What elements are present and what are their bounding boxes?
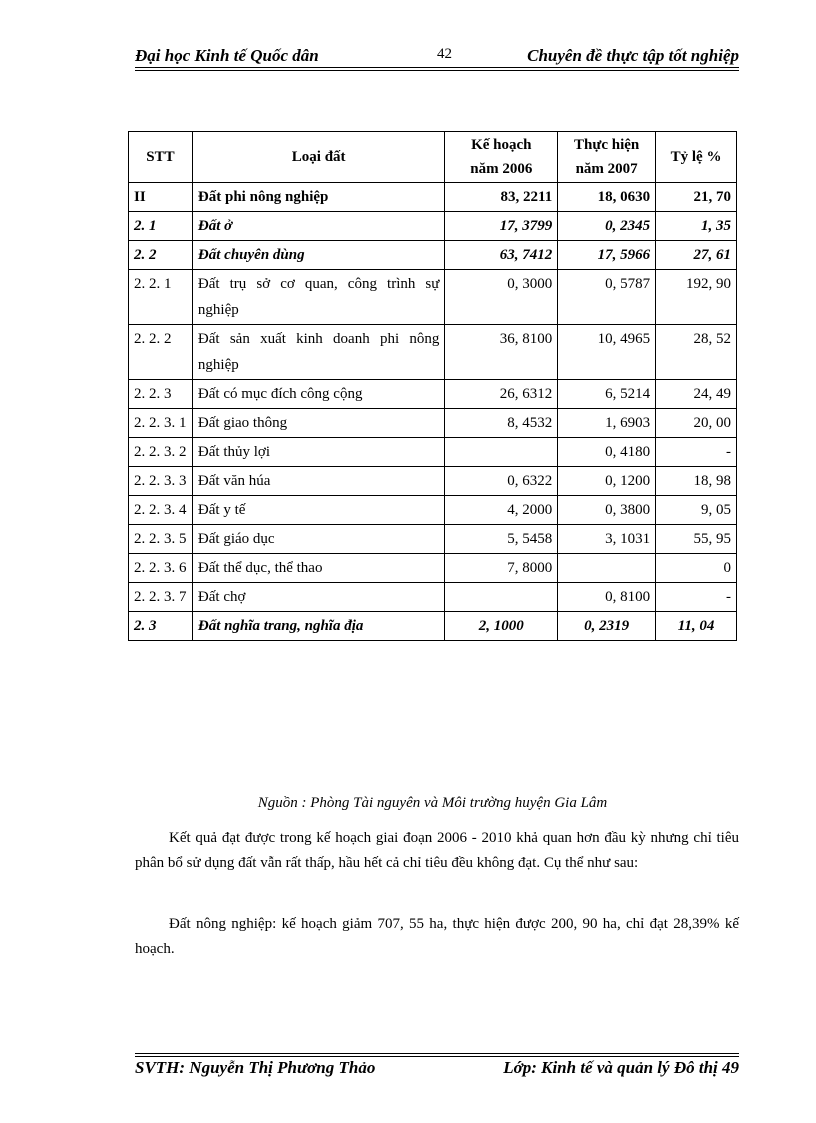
cell-name: Đất văn húa [192, 467, 444, 496]
header-stt: STT [129, 132, 193, 183]
cell-ratio: 18, 98 [656, 467, 737, 496]
header-land-type: Loại đất [192, 132, 444, 183]
cell-name: Đất chợ [192, 583, 444, 612]
cell-name: Đất có mục đích công cộng [192, 380, 444, 409]
cell-ratio: 1, 35 [656, 212, 737, 241]
cell-name: Đất thể dục, thể thao [192, 554, 444, 583]
cell-plan: 0, 6322 [445, 467, 558, 496]
header-plan [445, 132, 558, 183]
table-row [129, 270, 737, 325]
cell-name: Đất giao thông [192, 409, 444, 438]
cell-stt: 2. 2. 3. 2 [129, 438, 193, 467]
cell-plan: 8, 4532 [445, 409, 558, 438]
cell-plan: 4, 2000 [445, 496, 558, 525]
cell-actual: 0, 2345 [558, 212, 656, 241]
cell-plan: 83, 2211 [445, 183, 558, 212]
cell-stt: 2. 2. 3. 5 [129, 525, 193, 554]
cell-stt: 2. 1 [129, 212, 193, 241]
cell-ratio: 24, 49 [656, 380, 737, 409]
table-row [129, 409, 737, 438]
cell-ratio: 9, 05 [656, 496, 737, 525]
cell-name: Đất chuyên dùng [192, 241, 444, 270]
cell-ratio: - [656, 583, 737, 612]
cell-name: Đất giáo dục [192, 525, 444, 554]
table-header-row [129, 132, 737, 183]
cell-actual: 3, 1031 [558, 525, 656, 554]
cell-ratio: 28, 52 [656, 325, 737, 380]
cell-name: Đất phi nông nghiệp [192, 183, 444, 212]
cell-name: Đất ở [192, 212, 444, 241]
page-footer [135, 1058, 739, 1082]
cell-plan: 17, 3799 [445, 212, 558, 241]
header-ratio: Tỷ lệ % [656, 132, 737, 183]
cell-plan [445, 438, 558, 467]
table-row [129, 212, 737, 241]
table-row [129, 325, 737, 380]
cell-ratio: 21, 70 [656, 183, 737, 212]
header-plan-line1: Kế hoạch [471, 137, 532, 153]
header-actual [558, 132, 656, 183]
header-actual-line2: năm 2007 [575, 161, 638, 177]
page-number: 42 [437, 46, 452, 62]
table-row [129, 467, 737, 496]
cell-actual: 0, 4180 [558, 438, 656, 467]
cell-stt: 2. 2. 3 [129, 380, 193, 409]
cell-stt: 2. 2 [129, 241, 193, 270]
cell-plan: 0, 3000 [445, 270, 558, 325]
cell-name: Đất trụ sở cơ quan, công trình sự nghiệp [192, 270, 444, 325]
cell-ratio: 11, 04 [656, 612, 737, 641]
cell-plan: 2, 1000 [445, 612, 558, 641]
table-row [129, 496, 737, 525]
cell-actual: 17, 5966 [558, 241, 656, 270]
cell-stt: 2. 3 [129, 612, 193, 641]
table-row [129, 183, 737, 212]
header-rule-double [135, 70, 739, 71]
header-university: Đại học Kinh tế Quốc dân [135, 46, 319, 65]
table-row [129, 554, 737, 583]
body-paragraph: Kết quả đạt được trong kế hoạch giai đoạn 2006 - 2010 khả quan hơn đầu kỳ nhưng chỉ tiêu phân bổ sử dụng đất vẫn rất thấp, hầu hết cả chỉ tiêu đều không đạt. Cụ thể như sau: [135, 830, 739, 871]
cell-name: Đất nghĩa trang, nghĩa địa [192, 612, 444, 641]
header-actual-line1: Thực hiện [574, 137, 640, 153]
cell-plan: 63, 7412 [445, 241, 558, 270]
cell-actual: 10, 4965 [558, 325, 656, 380]
cell-actual: 0, 3800 [558, 496, 656, 525]
header-plan-line2: năm 2006 [470, 161, 533, 177]
cell-actual: 0, 1200 [558, 467, 656, 496]
footer-rule [135, 1056, 739, 1057]
cell-actual: 1, 6903 [558, 409, 656, 438]
cell-ratio: 27, 61 [656, 241, 737, 270]
cell-name: Đất thủy lợi [192, 438, 444, 467]
table-row [129, 583, 737, 612]
cell-stt: 2. 2. 3. 7 [129, 583, 193, 612]
cell-actual: 6, 5214 [558, 380, 656, 409]
cell-actual: 18, 0630 [558, 183, 656, 212]
table-row [129, 241, 737, 270]
cell-name: Đất sản xuất kinh doanh phi nông nghiệp [192, 325, 444, 380]
cell-ratio: 20, 00 [656, 409, 737, 438]
cell-plan [445, 583, 558, 612]
footer-student: SVTH: Nguyễn Thị Phương Thảo [135, 1058, 376, 1077]
footer-class: Lớp: Kinh tế và quản lý Đô thị 49 [503, 1058, 739, 1077]
cell-actual: 0, 5787 [558, 270, 656, 325]
cell-ratio: 0 [656, 554, 737, 583]
page-header [135, 44, 739, 68]
cell-stt: 2. 2. 3. 6 [129, 554, 193, 583]
cell-plan: 26, 6312 [445, 380, 558, 409]
footer-rule-double [135, 1053, 739, 1054]
cell-plan: 5, 5458 [445, 525, 558, 554]
cell-ratio: - [656, 438, 737, 467]
cell-stt: 2. 2. 3. 3 [129, 467, 193, 496]
table-row [129, 438, 737, 467]
cell-actual [558, 554, 656, 583]
cell-name: Đất y tế [192, 496, 444, 525]
cell-stt: 2. 2. 1 [129, 270, 193, 325]
cell-stt: 2. 2. 3. 1 [129, 409, 193, 438]
table-source: Nguồn : Phòng Tài nguyên và Môi trường huyện Gia Lâm [257, 795, 608, 811]
table-row [129, 525, 737, 554]
header-rule [135, 67, 739, 68]
cell-stt: II [129, 183, 193, 212]
cell-ratio: 55, 95 [656, 525, 737, 554]
body-paragraph: Đất nông nghiệp: kế hoạch giảm 707, 55 ha, thực hiện được 200, 90 ha, chỉ đạt 28,39% kế hoạch. [135, 916, 739, 957]
cell-stt: 2. 2. 3. 4 [129, 496, 193, 525]
cell-plan: 36, 8100 [445, 325, 558, 380]
table-row [129, 612, 737, 641]
cell-actual: 0, 8100 [558, 583, 656, 612]
table-row [129, 380, 737, 409]
cell-actual: 0, 2319 [558, 612, 656, 641]
cell-plan: 7, 8000 [445, 554, 558, 583]
cell-ratio: 192, 90 [656, 270, 737, 325]
cell-stt: 2. 2. 2 [129, 325, 193, 380]
land-use-table [128, 131, 737, 641]
header-title: Chuyên đề thực tập tốt nghiệp [527, 46, 739, 65]
